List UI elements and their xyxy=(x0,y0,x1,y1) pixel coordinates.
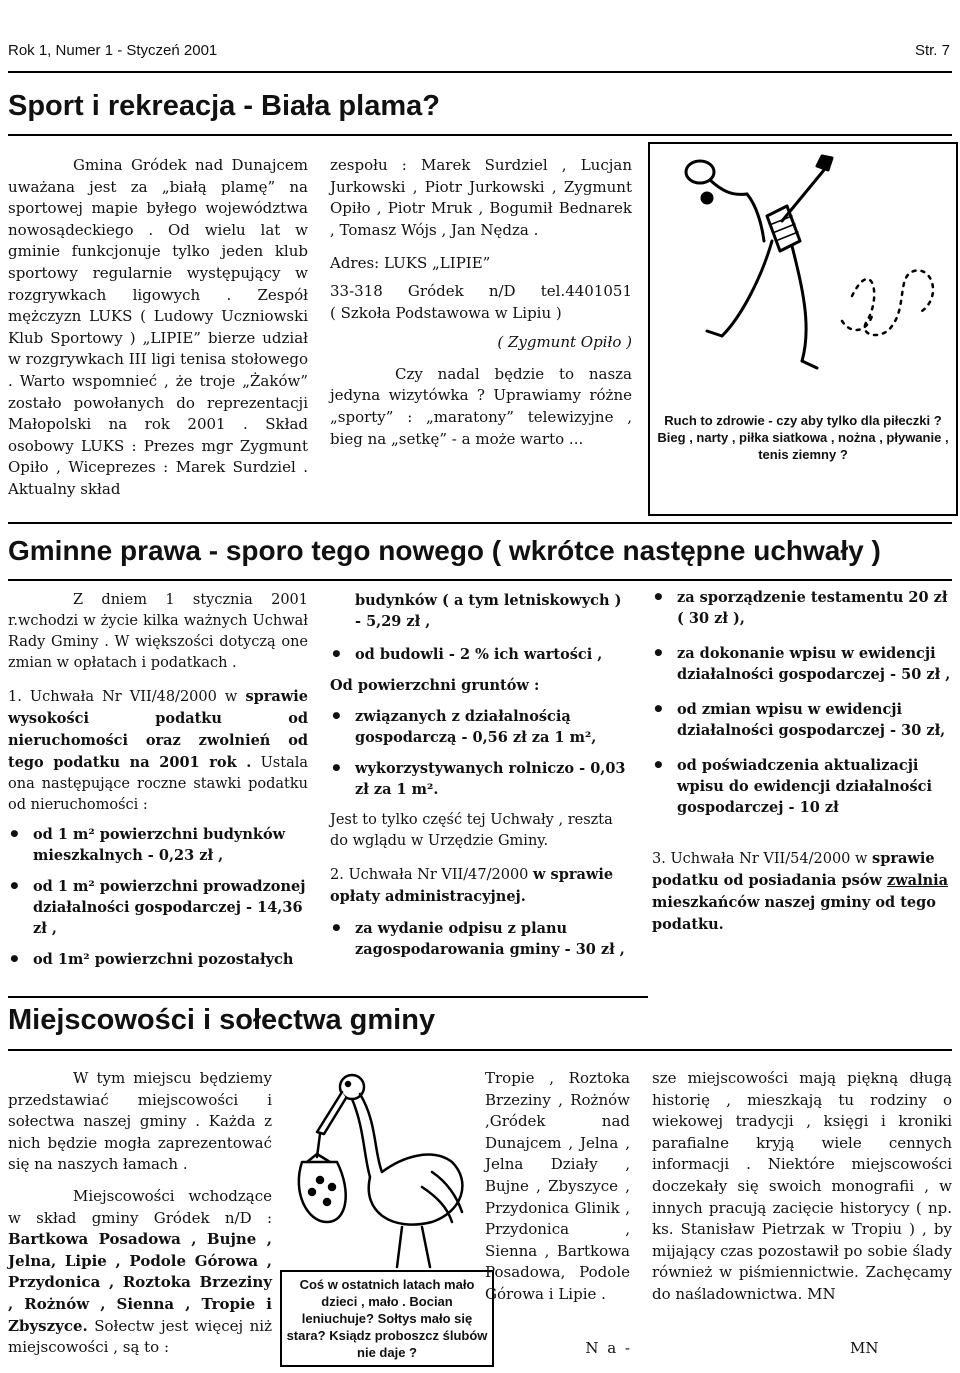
prawa-col2-list-2 xyxy=(330,706,630,800)
uchwala-3-subject: sprawie podatku od posiadania psów xyxy=(652,850,935,889)
prawa-grunty-heading: Od powierzchni gruntów : xyxy=(330,677,540,694)
stork-caption-box xyxy=(280,1270,494,1367)
issue-info: Rok 1, Numer 1 - Styczeń 2001 xyxy=(8,42,218,59)
miejsc-solectwa: Sołectw jest więcej niż miejscowości , są to : xyxy=(8,1316,272,1357)
miejsc-column-2: Tropie , Roztoka Brzeziny , Rożnów ,Gródek nad Dunajcem , Jelna , Jelna Działy , Bujne , Zbyszyce , Przydonica Glinik , Przydonica , Sienna , Bartkowa Posadowa, Podole Górowa i Lipie . xyxy=(485,1069,630,1303)
list-item: • od 1m² powierzchni pozostałych xyxy=(8,949,308,970)
sport-school: ( Szkoła Podstawowa w Lipiu ) xyxy=(330,303,562,322)
list-item: • wykorzystywanych rolniczo - 0,03 zł za 1 m². xyxy=(330,758,630,800)
list-item: • za wydanie odpisu z planu zagospodarowania gminy - 30 zł , xyxy=(330,918,630,960)
sports-figure-caption: Ruch to zdrowie - czy aby tylko dla piłeczki ? Bieg , narty , piłka siatkowa , nożna , pływanie , tenis ziemny ? xyxy=(657,413,949,462)
miejsc-top-rule xyxy=(8,996,648,998)
prawa-top-rule xyxy=(8,522,952,524)
uchwala-1-subject: sprawie wysokości podatku od nieruchomości oraz zwolnień od tego podatku na 2001 rok . xyxy=(8,688,308,771)
miejsc-lead: Miejscowości wchodzące w skład gminy Gródek n/D : xyxy=(8,1186,272,1227)
uchwala-2-subject: w sprawie opłaty administracyjnej. xyxy=(330,866,614,905)
miejsc-column-2-tail: N a - xyxy=(585,1339,632,1357)
list-item: • od poświadczenia aktualizacji wpisu do ewidencji działalności gospodarczej - 10 zł xyxy=(652,755,952,818)
list-item: • związanych z działalnością gospodarczą - 0,56 zł za 1 m², xyxy=(330,706,630,748)
prawa-title-rule xyxy=(8,579,952,581)
stork-with-baby-icon xyxy=(282,1062,482,1272)
prawa-column-1 xyxy=(8,590,308,980)
miejsc-list-paragraph xyxy=(8,1186,272,1359)
sport-team-paragraph: zespołu : Marek Surdziel , Lucjan Jurkowski , Piotr Jurkowski , Zygmunt Opiło , Piotr Mruk , Bogumił Bednarek , Tomasz Wójs , Jan Nędza . xyxy=(330,156,632,239)
sport-question-paragraph: Czy nadal będzie to nasza jedyna wizytówka ? Uprawiamy różne „sporty” : „maratony” telewizyjne , bieg na „setkę” - a może warto ... xyxy=(330,364,632,448)
miejsc-column-3: sze miejscowości mają piękną długą historię , mieszkają tu rodziny o wiekowej tradycji , księgi i kroniki parafialne kryją wiele cennych informacji . Niektóre miejscowości doczekały się swoich monografii , w innych pracują zacięcie historycy ( np. ks. Stanisław Pietrzak w Tropiu ) , by mijający czas pozostawił po sobie ślady również w piśmiennictwie. Zachęcamy do naśladownictwa. MN xyxy=(652,1069,952,1303)
sports-figure-icon xyxy=(652,146,952,396)
miejsc-intro: W tym miejscu będziemy przedstawiać miejscowości i sołectwa naszej gminy . Każda z nich będzie mogła zaprezentować się na naszych łamach . xyxy=(8,1069,272,1174)
sports-figure-box xyxy=(648,142,958,516)
sport-author: ( Zygmunt Opiło ) xyxy=(497,333,632,352)
stork-caption: Coś w ostatnich latach mało dzieci , mało . Bocian leniuchuje? Sołtys mało się stara? Ksiądz proboszcz ślubów nie daje ? xyxy=(286,1277,488,1360)
sport-column-1: Gmina Gródek nad Dunajcem uważana jest za „białą plamę” na sportowej mapie byłego województwa nowosądeckiego . Od wielu lat w gminie funkcjonuje tylko jeden klub sportowy regularnie występujący w rozgrywkach ligowych . Zespół mężczyzn LUKS ( Ludowy Uczniowski Klub Sportowy ) „LIPIE” bierze udział w rozgrywkach III ligi tenisa stołowego . Warto wspomnieć , że troje „Żaków” zostało powołanych do reprezentacji Małopolski na rok 2001 . Skład osobowy LUKS : Prezes mgr Zygmunt Opiło , Wiceprezes : Marek Surdziel . Aktualny skład xyxy=(8,156,308,498)
list-item: • za dokonanie wpisu w ewidencji działalności gospodarczej - 50 zł , xyxy=(652,643,952,685)
prawa-uchwala-1 xyxy=(8,686,308,816)
miejsc-title-rule xyxy=(8,1049,952,1051)
prawa-title: Gminne prawa - sporo tego nowego ( wkrótce następne uchwały ) xyxy=(8,535,881,566)
list-item: • od 1 m² powierzchni prowadzonej działalności gospodarczej - 14,36 zł , xyxy=(8,876,308,939)
sport-postal: 33-318 Gródek n/D tel.4401051 xyxy=(330,281,632,300)
prawa-column-2 xyxy=(330,590,630,970)
prawa-col2-continuation: budynków ( a tym letniskowych ) - 5,29 zł , xyxy=(355,592,622,630)
miejsc-villages: Bartkowa Posadowa , Bujne , Jelna, Lipie , Podole Górowa , Przydonica , Roztoka Brzeziny , Rożnów , Sienna , Tropie i Zbyszyce. xyxy=(8,1230,272,1335)
list-item: • za sporządzenie testamentu 20 zł ( 30 zł ), xyxy=(652,587,952,629)
uchwala-3-number: 3. Uchwała Nr VII/54/2000 w xyxy=(652,851,873,867)
prawa-intro: Z dniem 1 stycznia 2001 r.wchodzi w życie kilka ważnych Uchwał Rady Gminy . W większości dotyczą one zmian w opłatach i podatkach . xyxy=(8,592,308,671)
uchwala-3-text: mieszkańców naszej gminy od tego podatku. xyxy=(652,894,936,933)
sport-column-2 xyxy=(330,155,632,450)
page-number: Str. 7 xyxy=(914,42,950,59)
prawa-uchwala-2 xyxy=(330,864,630,908)
header-rule xyxy=(8,71,952,73)
uchwala-1-text: Ustala ona następujące roczne stawki podatku od nieruchomości : xyxy=(8,755,308,813)
uchwala-1-number: 1. Uchwała Nr VII/48/2000 w xyxy=(8,689,246,705)
miejsc-column-1 xyxy=(8,1068,272,1371)
prawa-col2-list-3 xyxy=(330,918,630,960)
sport-title: Sport i rekreacja - Biała plama? xyxy=(8,90,440,122)
sport-address: Adres: LUKS „LIPIE” xyxy=(330,254,491,273)
prawa-col3-list xyxy=(652,587,952,818)
prawa-uchwala-3 xyxy=(652,848,952,936)
prawa-note: Jest to tylko część tej Uchwały , reszta do wglądu w Urzędzie Gminy. xyxy=(330,812,613,849)
prawa-column-3 xyxy=(652,587,952,948)
list-item: • od budowli - 2 % ich wartości , xyxy=(330,644,630,665)
list-item: • od zmian wpisu w ewidencji działalności gospodarczej - 30 zł, xyxy=(652,699,952,741)
uchwala-3-underlined: zwalnia xyxy=(886,872,949,889)
miejsc-title: Miejscowości i sołectwa gminy xyxy=(8,1004,436,1036)
prawa-col2-list-1 xyxy=(330,644,630,665)
miejsc-signature: MN xyxy=(850,1339,879,1357)
prawa-col1-list xyxy=(8,824,308,970)
list-item: • od 1 m² powierzchni budynków mieszkalnych - 0,23 zł , xyxy=(8,824,308,866)
uchwala-2-number: 2. Uchwała Nr VII/47/2000 xyxy=(330,867,534,883)
sport-title-rule xyxy=(8,134,952,136)
